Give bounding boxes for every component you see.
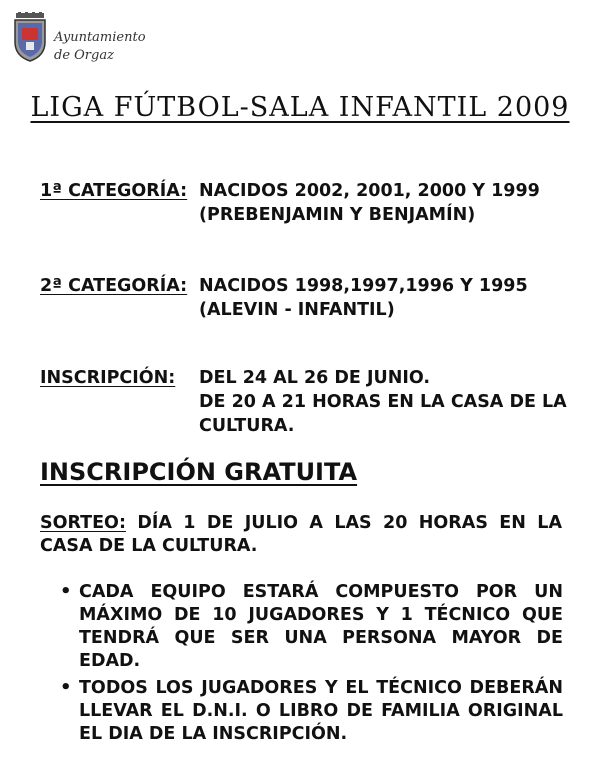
inscripcion-place: CULTURA. — [199, 416, 295, 436]
rule-identification: TODOS LOS JUGADORES Y EL TÉCNICO DEBERÁN LLEVAR EL D.N.I. O LIBRO DE FAMILIA ORIGINAL EL DIA DE LA INSCRIPCIÓN. — [79, 678, 563, 744]
category-2-groups: (ALEVIN - INFANTIL) — [199, 300, 395, 320]
inscripcion-hours: DE 20 A 21 HORAS EN LA CASA DE LA — [199, 392, 567, 412]
category-1-years: NACIDOS 2002, 2001, 2000 Y 1999 — [199, 181, 540, 201]
rule-team-composition: CADA EQUIPO ESTARÁ COMPUESTO POR UN MÁXIMO DE 10 JUGADORES Y 1 TÉCNICO QUE TENDRÁ QUE SER UNA PERSONA MAYOR DE EDAD. — [79, 582, 563, 671]
sorteo-label: SORTEO: — [40, 513, 126, 533]
inscripcion-label: INSCRIPCIÓN: — [40, 368, 176, 388]
category-1-groups: (PREBENJAMIN Y BENJAMÍN) — [199, 205, 476, 225]
logo-text-orgaz: de Orgaz — [54, 48, 114, 63]
category-2-years: NACIDOS 1998,1997,1996 Y 1995 — [199, 276, 528, 296]
town-logo — [8, 10, 158, 70]
category-1-label: 1ª CATEGORÍA: — [40, 181, 188, 201]
inscripcion-dates: DEL 24 AL 26 DE JUNIO. — [199, 368, 430, 388]
logo-text-ayuntamiento: Ayuntamiento — [54, 30, 146, 45]
sorteo-paragraph — [40, 512, 562, 558]
bullet-icon: • — [60, 677, 72, 698]
free-registration-heading: INSCRIPCIÓN GRATUITA — [40, 458, 358, 486]
sorteo-text: DÍA 1 DE JULIO A LAS 20 HORAS EN LA CASA DE LA CULTURA. — [40, 513, 562, 556]
bullet-icon: • — [60, 581, 72, 602]
coat-of-arms-icon — [12, 12, 48, 62]
category-2-label: 2ª CATEGORÍA: — [40, 276, 188, 296]
page-title: LIGA FÚTBOL-SALA INFANTIL 2009 — [30, 92, 570, 123]
